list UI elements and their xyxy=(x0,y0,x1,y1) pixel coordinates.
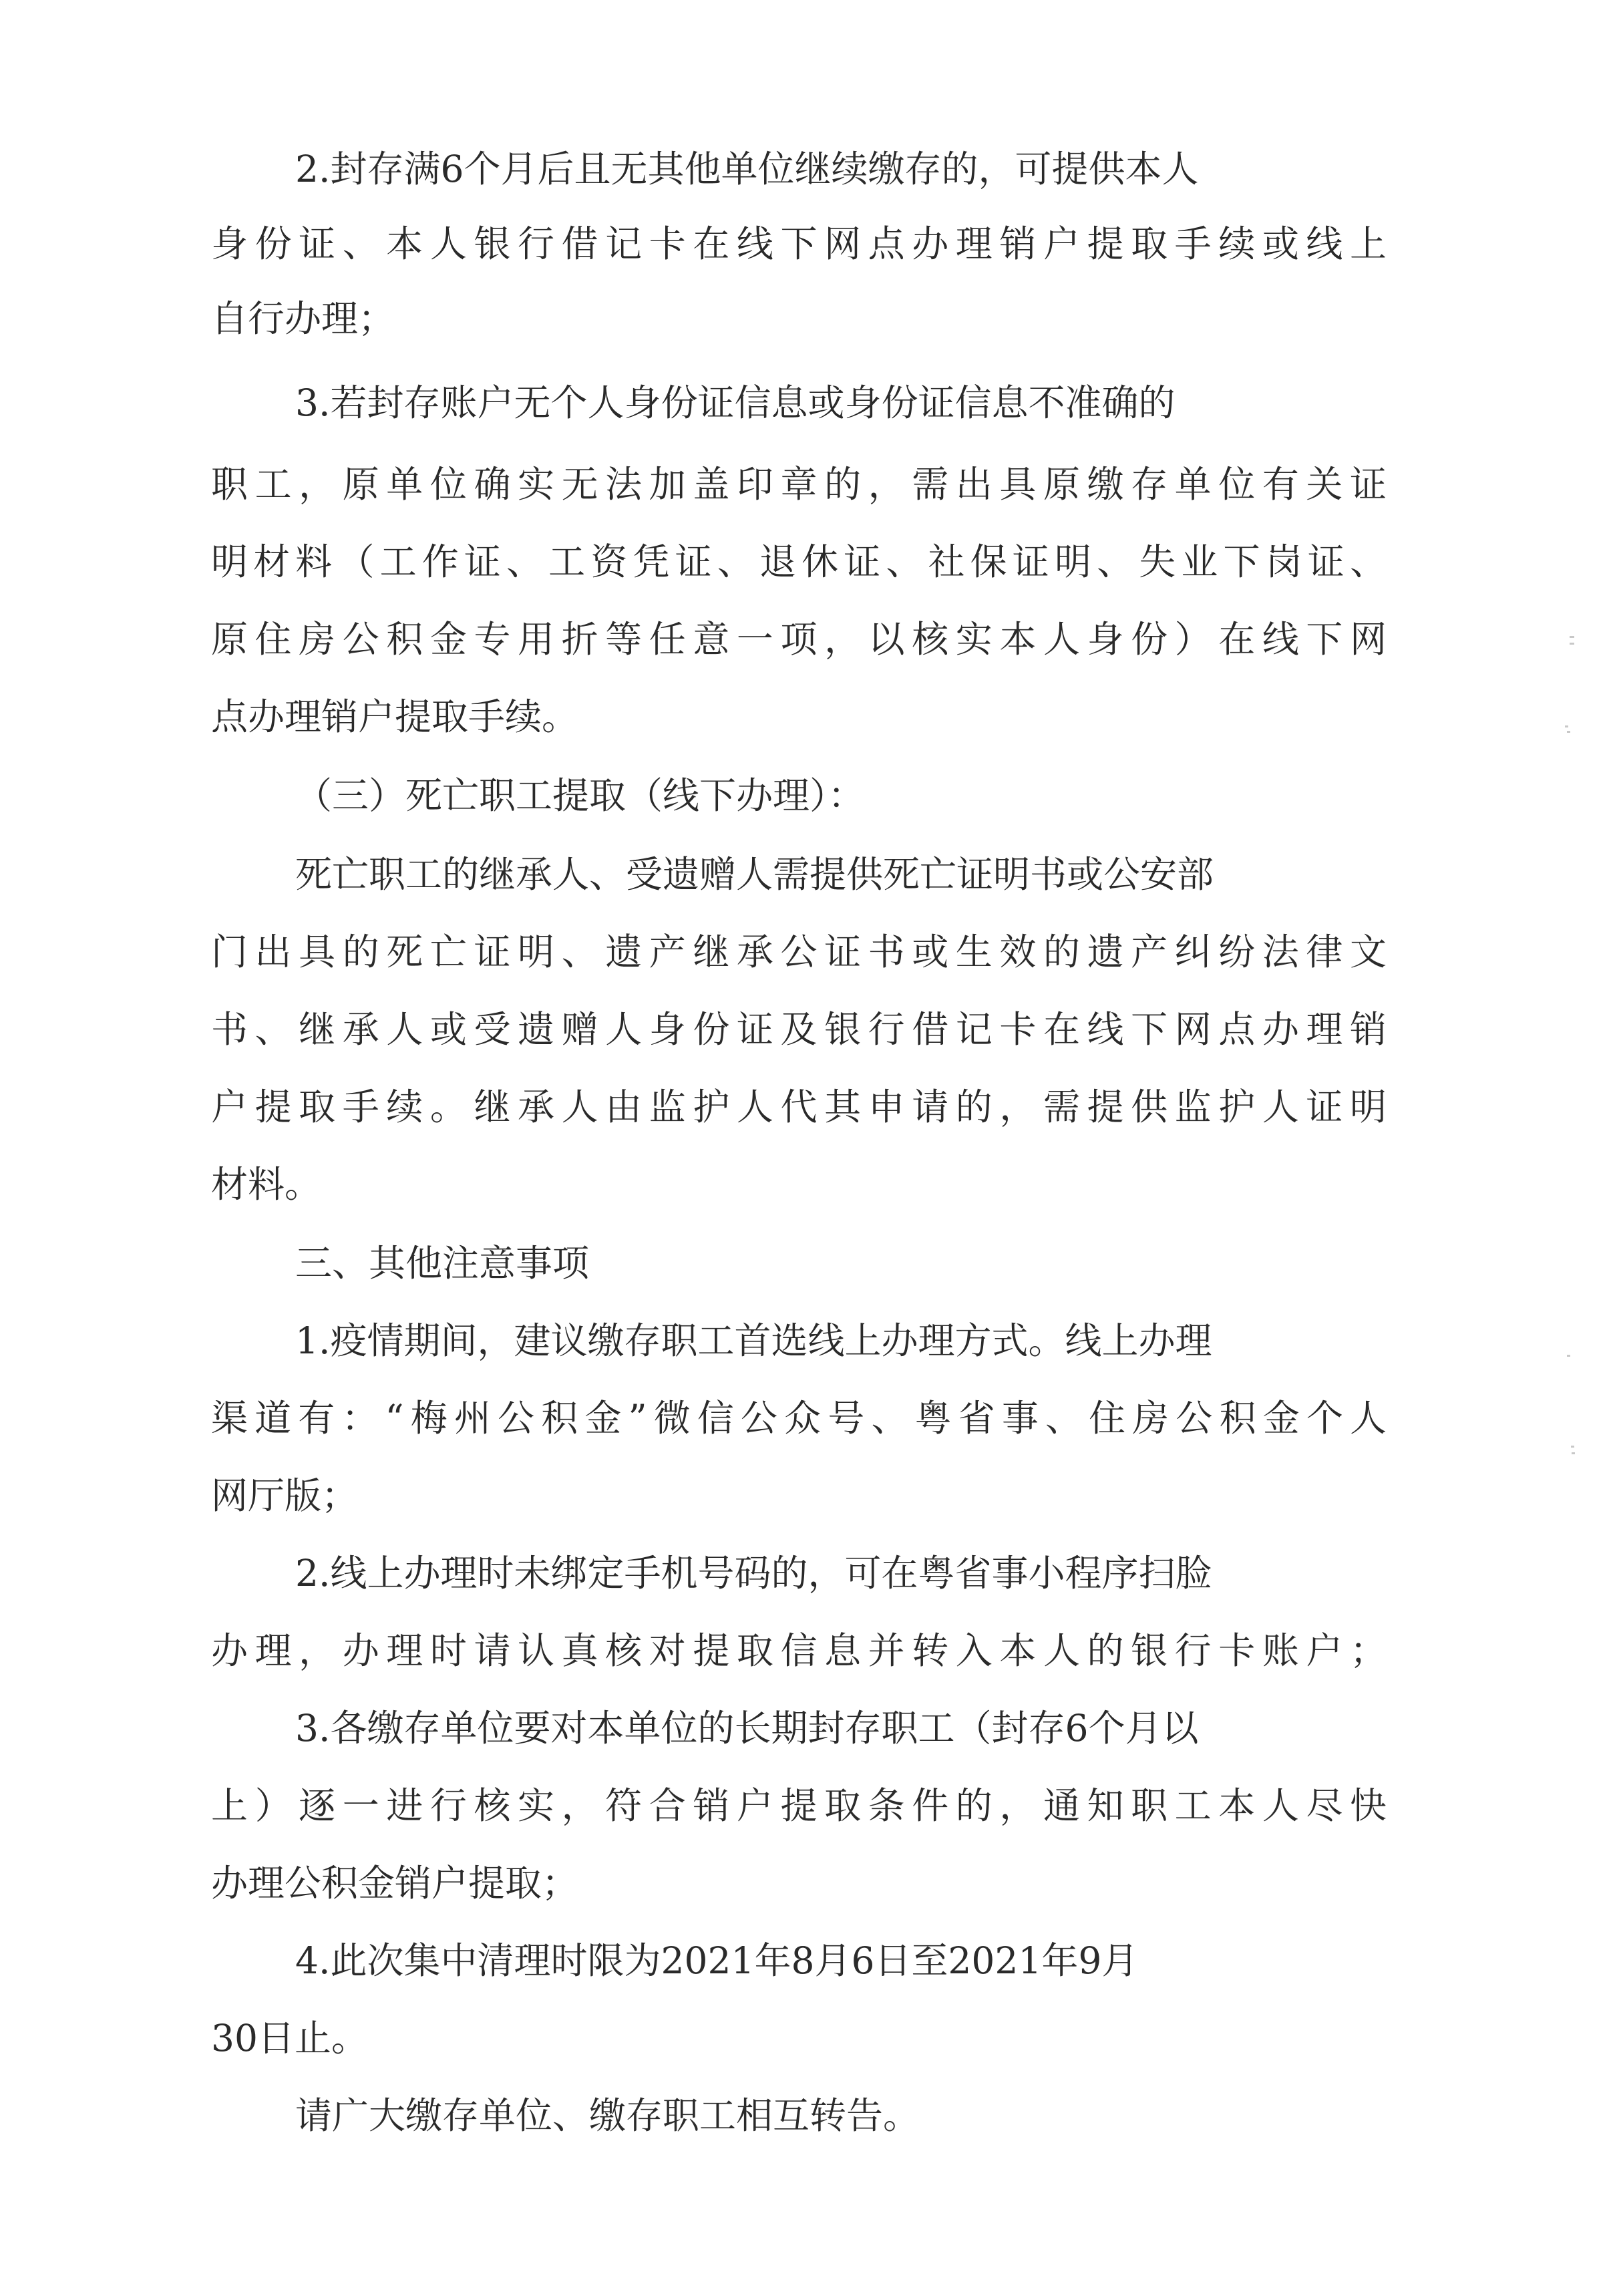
paragraph-3-line-5: 点办理销户提取手续。 xyxy=(211,695,579,738)
deceased-paragraph-line-4: 户提取手续。继承人由监护人代其申请的，需提供监护人证明 xyxy=(211,1086,1387,1128)
deceased-paragraph-line-3: 书、继承人或受遗赠人身份证及银行借记卡在线下网点办理销 xyxy=(211,1008,1387,1051)
deceased-paragraph-line-1: 死亡职工的继承人、受遗赠人需提供死亡证明书或公安部 xyxy=(295,853,1214,896)
note-1-line-1: 1.疫情期间，建议缴存职工首选线上办理方式。线上办理 xyxy=(295,1319,1212,1362)
scan-artifact-mark xyxy=(1570,643,1574,645)
note-1-line-3: 网厅版； xyxy=(211,1474,359,1517)
deceased-paragraph-line-2: 门出具的死亡证明、遗产继承公证书或生效的遗产纠纷法律文 xyxy=(211,931,1387,973)
note-4-line-2: 30日止。 xyxy=(211,2017,368,2060)
paragraph-2-line-2: 身份证、本人银行借记卡在线下网点办理销户提取手续或线上 xyxy=(211,222,1387,265)
note-2-line-1: 2.线上办理时未绑定手机号码的，可在粤省事小程序扫脸 xyxy=(295,1552,1212,1595)
section-heading-deceased-withdrawal: （三）死亡职工提取（线下办理）： xyxy=(295,774,865,817)
note-4-line-1: 4.此次集中清理时限为2021年8月6日至2021年9月 xyxy=(295,1939,1139,1982)
scan-artifact-mark xyxy=(1570,636,1574,638)
note-1-line-2: 渠道有：“梅州公积金”微信公众号、粤省事、住房公积金个人 xyxy=(211,1397,1387,1440)
paragraph-3-line-1: 3.若封存账户无个人身份证信息或身份证信息不准确的 xyxy=(295,381,1176,424)
scan-artifact-mark xyxy=(1565,725,1568,727)
paragraph-2-line-3: 自行办理； xyxy=(211,297,395,340)
deceased-paragraph-line-5: 材料。 xyxy=(211,1163,322,1206)
note-3-line-3: 办理公积金销户提取； xyxy=(211,1862,579,1905)
paragraph-3-line-4: 原住房公积金专用折等任意一项，以核实本人身份）在线下网 xyxy=(211,618,1387,661)
scan-artifact-mark xyxy=(1567,731,1570,733)
note-3-line-2: 上）逐一进行核实，符合销户提取条件的，通知职工本人尽快 xyxy=(211,1784,1387,1827)
paragraph-3-line-3: 明材料（工作证、工资凭证、退休证、社保证明、失业下岗证、 xyxy=(211,540,1387,583)
note-2-line-2: 办理，办理时请认真核对提取信息并转入本人的银行卡账户； xyxy=(211,1629,1387,1672)
scan-artifact-mark xyxy=(1572,1452,1575,1454)
note-3-line-1: 3.各缴存单位要对本单位的长期封存职工（封存6个月以 xyxy=(295,1707,1199,1750)
paragraph-3-line-2: 职工，原单位确实无法加盖印章的，需出具原缴存单位有关证 xyxy=(211,463,1387,506)
section-heading-other-notes: 三、其他注意事项 xyxy=(295,1242,590,1285)
paragraph-2-line-1: 2.封存满6个月后且无其他单位继续缴存的，可提供本人 xyxy=(295,148,1199,190)
closing-line: 请广大缴存单位、缴存职工相互转告。 xyxy=(295,2094,920,2137)
scan-artifact-mark xyxy=(1567,1355,1570,1357)
scan-artifact-mark xyxy=(1571,1446,1574,1448)
